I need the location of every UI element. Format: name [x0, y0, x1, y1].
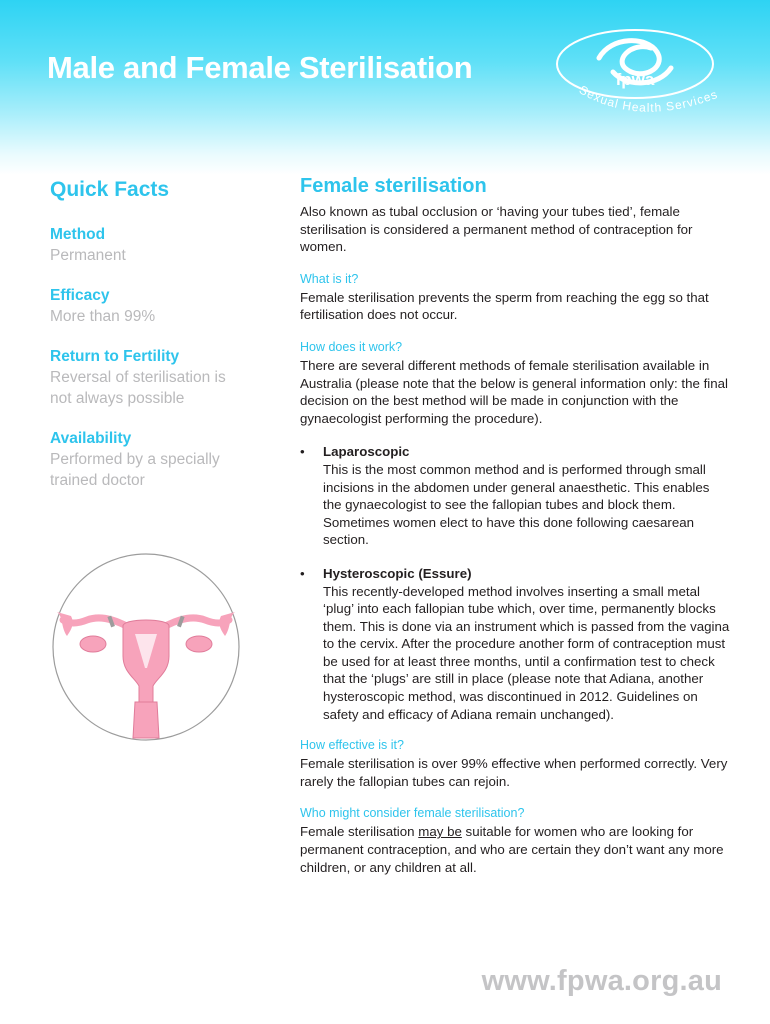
page-title: Male and Female Sterilisation: [47, 50, 473, 85]
who-body-end: suitable for women who are looking for permanent contraception, and who are certain they don’t want any more children, or any children at all.: [300, 824, 724, 875]
quick-facts-title: Quick Facts: [50, 178, 170, 201]
fact-efficacy: [50, 285, 250, 327]
how-does-it-work-heading: How does it work?: [300, 339, 403, 354]
logo-text: fpwa: [615, 70, 655, 89]
intro-paragraph: Also known as tubal occlusion or ‘having your tubes tied’, female sterilisation is considered a permanent method of contraception for women.: [300, 204, 693, 255]
ovary-right: [186, 636, 212, 652]
what-is-it-body: Female sterilisation prevents the sperm from reaching the egg so that fertilisation does not occur.: [300, 289, 709, 323]
uterus-illustration: [51, 552, 241, 742]
fact-value: Permanent: [50, 247, 126, 264]
how-effective-heading: How effective is it?: [300, 738, 404, 753]
fact-value: Performed by a specially trained doctor: [50, 451, 220, 489]
how-does-it-work-body: There are several different methods of female sterilisation available in Australia (please note that the below is general information only: the final decision on the best method will be made in conjunction with the gynaecologist performing the procedure).: [300, 357, 728, 426]
who-body-underlined: may be: [418, 824, 462, 840]
main-content: [300, 175, 730, 876]
fact-value: More than 99%: [50, 308, 156, 325]
methods-list: [300, 443, 730, 723]
fact-return-to-fertility: [50, 346, 250, 409]
quick-facts-panel: [50, 178, 250, 510]
method-title: Hysteroscopic (Essure): [323, 565, 472, 581]
vaginal-canal: [133, 702, 159, 738]
method-item-hysteroscopic: [300, 565, 730, 723]
fact-method: [50, 224, 250, 266]
fact-label: Efficacy: [50, 287, 110, 304]
ovary-left: [80, 636, 106, 652]
section-title: Female sterilisation: [300, 175, 487, 197]
method-body: This recently-developed method involves inserting a small metal ‘plug’ into each fallopian tube which, over time, permanently blocks them. This is done via an instrument which is passed from the vagina to the cervix. After the procedure another form of contraception must be used for at least three months, until a confirmation test to check that the ‘plugs’ are still in place (please note that Adiana, another hysteroscopic method, was discontinued in 2012. Guidelines on safety and efficacy of Adiana remain unchanged).: [323, 583, 730, 722]
who-might-consider-heading: Who might consider female sterilisation?: [300, 806, 525, 821]
fpwa-logo: [555, 28, 760, 123]
fact-label: Return to Fertility: [50, 348, 180, 365]
who-body-start: Female sterilisation: [300, 824, 419, 840]
logo-tagline: Sexual Health Services: [576, 82, 720, 115]
fact-value: Reversal of sterilisation is not always possible: [50, 369, 226, 407]
website-link[interactable]: www.fpwa.org.au: [481, 965, 722, 997]
fact-label: Availability: [50, 430, 132, 447]
method-item-laparoscopic: [300, 443, 730, 549]
fact-availability: [50, 428, 250, 491]
bullet-icon: •: [300, 565, 305, 581]
fact-label: Method: [50, 226, 106, 243]
bullet-icon: •: [300, 444, 305, 460]
what-is-it-heading: What is it?: [300, 271, 359, 286]
method-title: Laparoscopic: [323, 444, 410, 460]
who-might-consider-body: [300, 823, 730, 876]
method-body: This is the most common method and is performed through small incisions in the abdomen under general anaesthetic. This enables the gynaecologist to see the fallopian tubes and block them. Sometimes women elect to have this done following caesarean section.: [323, 461, 710, 548]
how-effective-body: Female sterilisation is over 99% effective when performed correctly. Very rarely the fallopian tubes can rejoin.: [300, 756, 728, 789]
